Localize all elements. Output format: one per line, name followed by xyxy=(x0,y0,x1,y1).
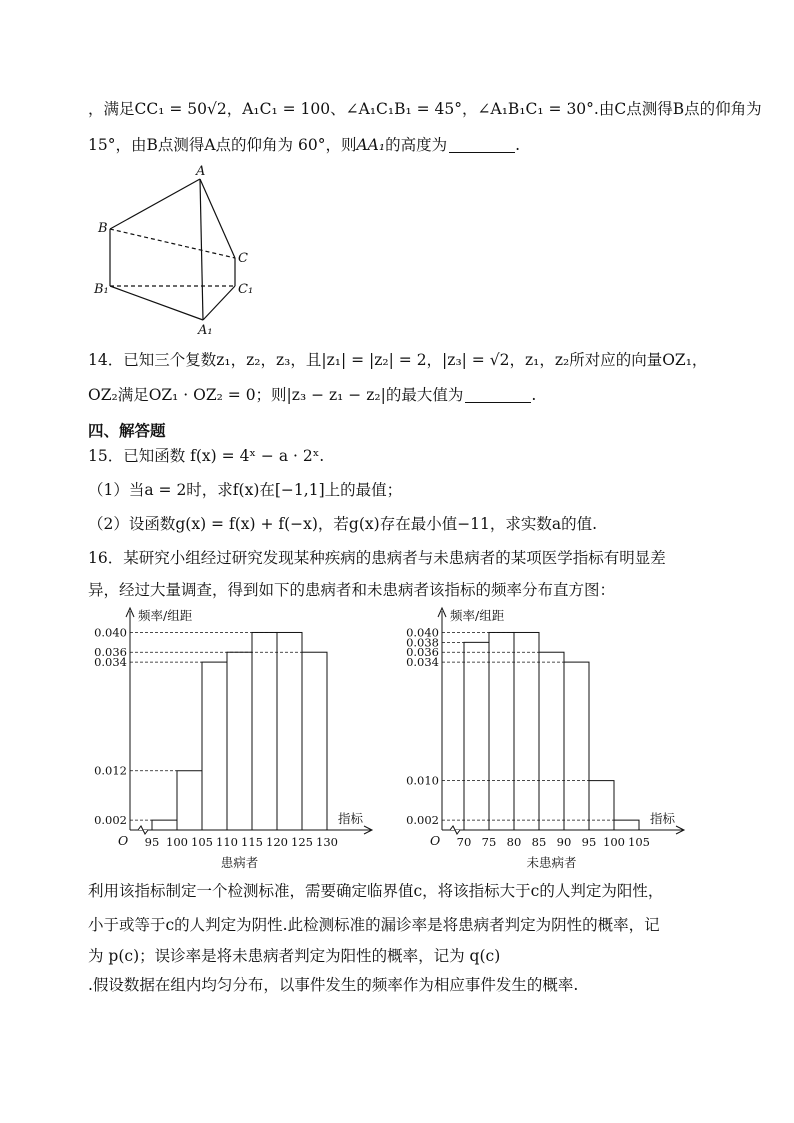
histogram-bar xyxy=(252,632,277,830)
x-tick-label: 90 xyxy=(556,835,572,849)
p15-q2: （2）设函数g(x) = f(x) + f(−x)，若g(x)存在最小值−11，求实数a的值. xyxy=(88,515,598,533)
histogram-bar xyxy=(177,771,202,830)
y-tick-label: 0.040 xyxy=(94,625,127,640)
x-tick-label: 70 xyxy=(456,835,472,849)
x-tick-label: 105 xyxy=(628,835,650,849)
p16-line6: .假设数据在组内均匀分布，以事件发生的频率作为相应事件发生的概率. xyxy=(88,976,579,994)
label-B: B xyxy=(98,221,108,236)
histogram-bar xyxy=(564,662,589,830)
p14-line2 xyxy=(88,384,536,406)
label-C: C xyxy=(238,251,248,266)
y-tick-label: 0.034 xyxy=(94,655,127,670)
y-tick-label: 0.010 xyxy=(406,773,439,788)
x-axis-label: 指标 xyxy=(338,811,364,826)
x-tick-label: 125 xyxy=(291,835,313,849)
x-tick-label: 130 xyxy=(316,835,338,849)
label-C1: C₁ xyxy=(238,282,254,297)
section-title: 四、解答题 xyxy=(88,422,166,440)
y-tick-label: 0.034 xyxy=(406,655,439,670)
p13-line1: ，满足CC₁ = 50√2，A₁C₁ = 100、∠A₁C₁B₁ = 45°，∠A₁B₁C₁ = 30°.由C点测得B点的仰角为 xyxy=(88,100,762,118)
p16-line5: 为 p(c)；误诊率是将未患病者判定为阳性的概率，记为 q(c) xyxy=(88,947,501,965)
p13-line2 xyxy=(88,134,520,156)
label-B1: B₁ xyxy=(94,282,109,297)
p15-stem: 15．已知函数 f(x) = 4ˣ − a · 2ˣ. xyxy=(88,447,325,465)
p14-line2-a: OZ₂满足OZ₁ · OZ₂ = 0；则|z₃ − z₁ − z₂|的最大值为 xyxy=(88,386,464,404)
p16-line1: 16．某研究小组经过研究发现某种疾病的患病者与未患病者的某项医学指标有明显差 xyxy=(88,549,666,567)
chart-title: 患病者 xyxy=(220,855,259,870)
p14-line2-end: . xyxy=(531,386,537,404)
y-tick-label: 0.002 xyxy=(406,813,439,828)
histogram-bar xyxy=(302,652,327,830)
p13-line2-end: . xyxy=(515,136,521,154)
y-axis-label: 频率/组距 xyxy=(450,608,505,623)
histogram-bar xyxy=(227,652,252,830)
histogram-non-patients xyxy=(400,605,690,875)
histogram-patients xyxy=(88,605,378,875)
p13-line2-var: AA₁ xyxy=(356,136,386,154)
x-tick-label: 100 xyxy=(603,835,625,849)
y-tick-label: 0.036 xyxy=(406,645,439,660)
p16-line4: 小于或等于c的人判定为阴性.此检测标准的漏诊率是将患病者判定为阴性的概率，记 xyxy=(88,916,660,934)
x-tick-label: 95 xyxy=(144,835,160,849)
answer-blank-13[interactable] xyxy=(449,136,515,153)
p16-line2: 异，经过大量调查，得到如下的患病者和未患病者该指标的频率分布直方图： xyxy=(88,581,616,599)
x-tick-label: 120 xyxy=(266,835,288,849)
axis-break xyxy=(450,826,460,834)
x-tick-label: 100 xyxy=(166,835,188,849)
label-A: A xyxy=(196,164,206,179)
label-A1: A₁ xyxy=(198,323,213,338)
x-tick-label: 80 xyxy=(506,835,522,849)
histogram-bar xyxy=(202,662,227,830)
histogram-bar xyxy=(277,632,302,830)
p15-q1: （1）当a = 2时，求f(x)在[−1,1]上的最值； xyxy=(88,481,403,499)
p16-line3: 利用该指标制定一个检测标准，需要确定临界值c，将该指标大于c的人判定为阳性， xyxy=(88,882,664,900)
x-axis-label: 指标 xyxy=(650,811,676,826)
answer-blank-14[interactable] xyxy=(465,386,531,403)
histogram-bar xyxy=(589,781,614,830)
p13-line2-a: 15°，由B点测得A点的仰角为 60°，则 xyxy=(88,136,357,154)
chart-title: 未患病者 xyxy=(526,855,577,870)
histogram-bar xyxy=(152,820,177,830)
solid-figure xyxy=(88,162,268,344)
x-tick-label: 95 xyxy=(581,835,597,849)
histogram-bar xyxy=(539,652,564,830)
histogram-bar xyxy=(464,642,489,830)
x-tick-label: 105 xyxy=(191,835,213,849)
p13-line2-b: 的高度为 xyxy=(385,136,448,154)
y-tick-label: 0.002 xyxy=(94,813,127,828)
axis-break xyxy=(138,826,148,834)
y-tick-label: 0.012 xyxy=(94,763,127,778)
y-tick-label: 0.038 xyxy=(406,635,439,650)
p14-line1: 14．已知三个复数z₁，z₂，z₃，且|z₁| = |z₂| = 2，|z₃| = √2，z₁，z₂所对应的向量OZ₁， xyxy=(88,351,708,369)
y-tick-label: 0.036 xyxy=(94,645,127,660)
x-tick-label: 75 xyxy=(481,835,497,849)
x-tick-label: 85 xyxy=(531,835,547,849)
histogram-bar xyxy=(614,820,639,830)
x-tick-label: 110 xyxy=(216,835,238,849)
y-axis-label: 频率/组距 xyxy=(138,608,193,623)
origin-label: O xyxy=(118,833,129,848)
origin-label: O xyxy=(430,833,441,848)
x-tick-label: 115 xyxy=(241,835,263,849)
y-tick-label: 0.040 xyxy=(406,625,439,640)
